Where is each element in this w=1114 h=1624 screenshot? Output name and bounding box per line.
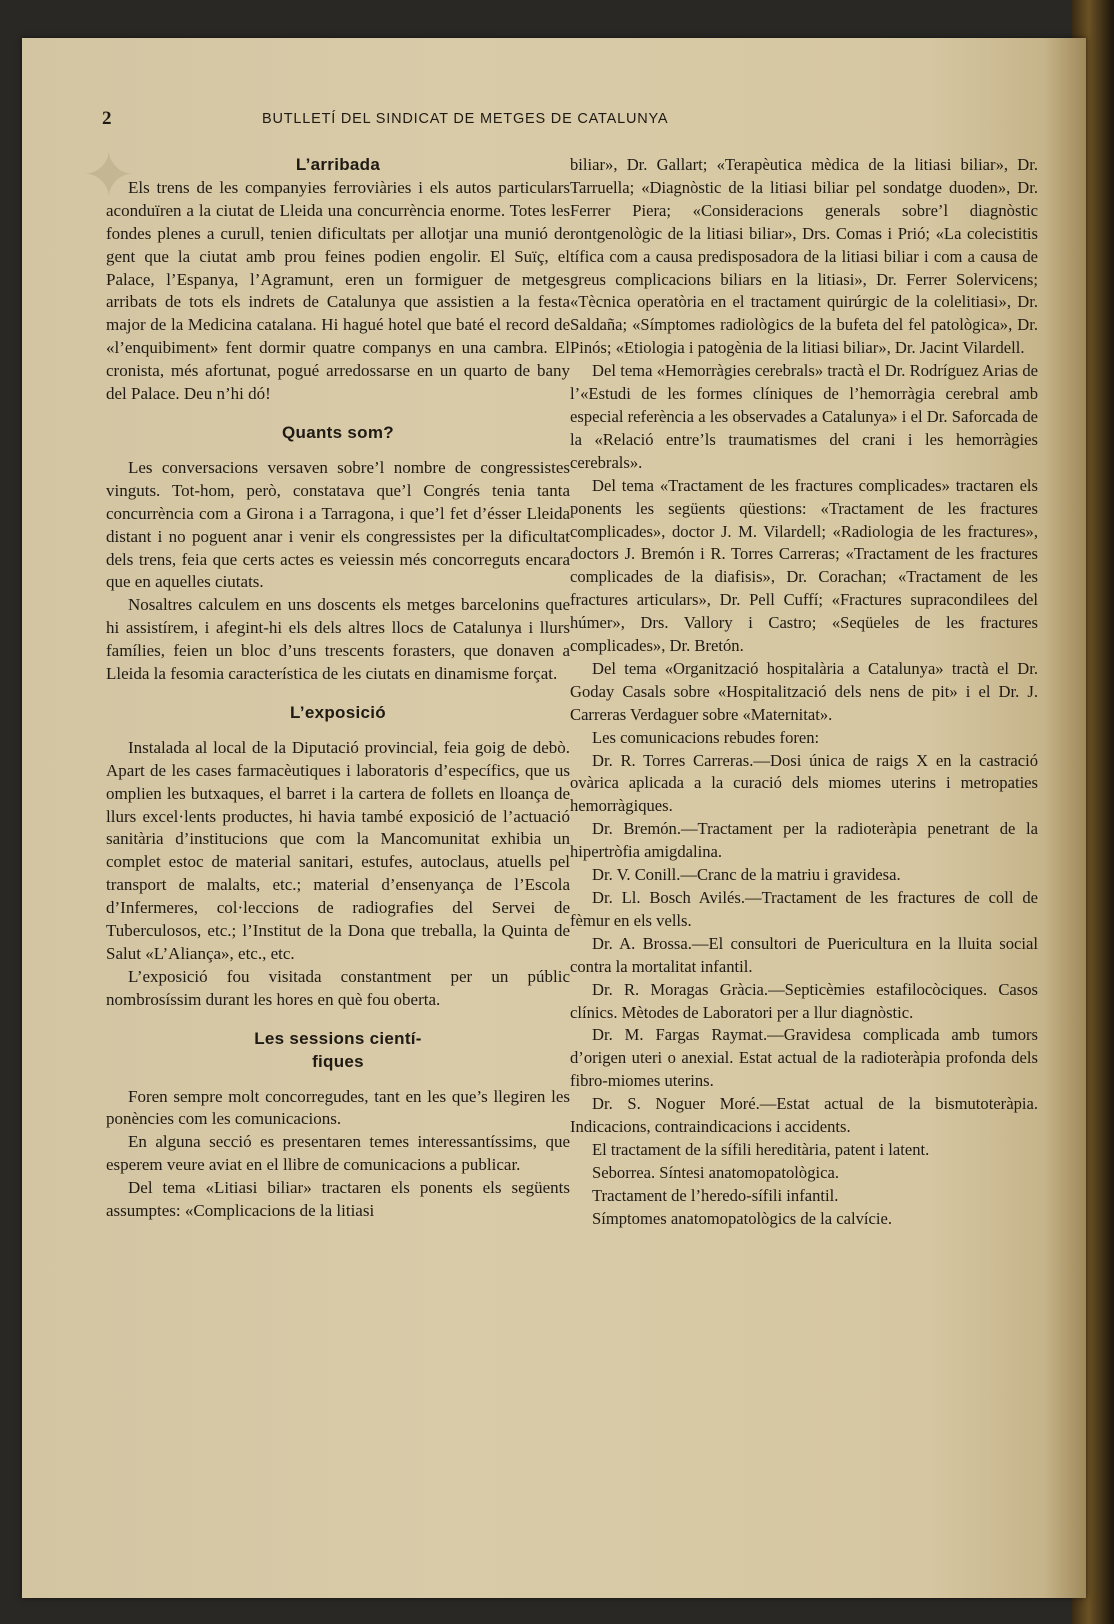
section-title: Les sessions cientí- fiques bbox=[254, 1028, 422, 1071]
communication-item: Dr. S. Noguer Moré.—Estat actual de la bismutoteràpia. Indicacions, contraindicacions i accidents. bbox=[570, 1094, 1038, 1137]
communication-item: El tractament de la sífili hereditària, patent i latent. bbox=[592, 1139, 930, 1159]
paragraph: Els trens de les companyies ferroviàries i els autos particulars aconduïren a la ciutat de Lleida una concurrència enorme. Totes les fondes plenes a curull, tenien dificultats per allotjar una munió de gent que la ciutat amb prou feines podien engolir. El Suïç, el Palace, l’Espanya, l’Agramunt, eren un formiguer de metges arribats de tots els indrets de Catalunya que assistien a la festa major de la Medicina catalana. Hi hagué hotel que baté el record de «l’enquibiment» fent dormir quatre companys en una cambra. El cronista, més afortunat, pogué arredossarse en un quarto de bany del Palace. Deu n’hi dó! bbox=[106, 177, 570, 404]
paragraph: Les conversacions versaven sobre’l nombre de congressistes vinguts. Tot-hom, però, constatava que’l Congrés tenia tanta concurrència com a Girona i a Tarragona, i que’l fet d’ésser Lleida distant i no poguent anar i venir els congressistes per la dificultat dels trens, feia que certs actes es veiessin més concorreguts encara que en aquelles ciutats. bbox=[106, 457, 570, 592]
running-head: BUTLLETÍ DEL SINDICAT DE METGES DE CATALUNYA bbox=[262, 111, 669, 127]
communication-item: Dr. A. Brossa.—El consultori de Puericultura en la lluita social contra la mortalitat infantil. bbox=[570, 933, 1038, 976]
paragraph: Del tema «Tractament de les fractures complicades» tractaren els ponents les següents qüestions: «Tractament de les fractures complicades», doctor J. M. Vilardell; «Radiologia de les fractures», doctors J. Bremón i R. Torres Carreras; «Tractament de les fractures complicades de la diafisis», Dr. Corachan; «Tractament de les fractures articulars», Dr. Pell Cuffí; «Fractures supracondilees del húmer», Drs. Vallory i Castro; «Seqüeles de les fractures complicades», Dr. Bretón. bbox=[570, 475, 1038, 656]
paragraph: Del tema «Litiasi biliar» tractaren els ponents els següents assumptes: «Complicacions de la litiasi bbox=[106, 1178, 570, 1221]
section-exposicio bbox=[106, 702, 570, 1012]
paragraph: Del tema «Hemorràgies cerebrals» tractà el Dr. Rodríguez Arias de l’«Estudi de les formes clíniques de l’hemorràgia cerebral amb especial referència a les observades a Catalunya» i el Dr. Saforcada de la «Relació entre’ls traumatismes del crani i les hemorràgies cerebrals». bbox=[570, 361, 1038, 472]
communication-item: Símptomes anatomopatològics de la calvície. bbox=[592, 1208, 892, 1228]
page-number: 2 bbox=[102, 108, 112, 129]
section-sessions-cientifiques bbox=[106, 1028, 570, 1223]
section-title: L’exposició bbox=[290, 702, 386, 722]
communication-item: Dr. M. Fargas Raymat.—Gravidesa complicada amb tumors d’origen uteri o anexial. Estat actual de la radioteràpia profonda dels fibro-miomes uterins. bbox=[570, 1025, 1038, 1091]
left-column bbox=[106, 154, 570, 1223]
right-column bbox=[570, 154, 1038, 1231]
scanned-page bbox=[22, 38, 1086, 1598]
paragraph: Foren sempre molt concorregudes, tant en les que’s llegiren les ponències com les comunicacions. bbox=[106, 1086, 570, 1129]
communication-item: Dr. V. Conill.—Cranc de la matriu i gravidesa. bbox=[592, 865, 901, 885]
communication-item: Tractament de l’heredo-sífili infantil. bbox=[592, 1185, 839, 1205]
section-arribada bbox=[106, 154, 570, 406]
paragraph: En alguna secció es presentaren temes interessantíssims, que esperem veure aviat en el llibre de comunicacions a publicar. bbox=[106, 1132, 570, 1175]
communication-item: Dr. R. Moragas Gràcia.—Septicèmies estafilocòciques. Casos clínics. Mètodes de Laboratori per a llur diagnòstic. bbox=[570, 979, 1038, 1022]
paragraph: Del tema «Organització hospitalària a Catalunya» tractà el Dr. Goday Casals sobre «Hospitalització dels nens de pit» i el Dr. J. Carreras Verdaguer sobre «Maternitat». bbox=[570, 658, 1038, 724]
bleed-through-shadow: ✦ bbox=[82, 139, 164, 211]
communication-item: Dr. Bremón.—Tractament per la radioteràpia penetrant de la hipertròfia amigdalina. bbox=[570, 819, 1038, 862]
communication-item: Dr. R. Torres Carreras.—Dosi única de raigs X en la castració ovàrica aplicada a la curació dels miomes uterins i metropaties hemorràgiques. bbox=[570, 750, 1038, 816]
section-quants-som bbox=[106, 422, 570, 686]
paragraph: Instalada al local de la Diputació provincial, feia goig de debò. Apart de les cases farmacèutiques i laboratoris d’específics, que us omplien les butxaques, el barret i la cartera de follets en lloança de llurs excel·lents productes, hi havia també exposició de l’actuació sanitària d’institucions que com la Mancomunitat exhibia un complet estoc de material sanitari, estufes, autoclaus, atuells pel transport de malalts, etc.; material d’ensenyança de l’Escola d’Infermeres, col·leccions de radiografies del Servei de Tuberculosos, etc.; l’Institut de la Dona que treballa, la Quinta de Salut «L’Aliança», etc., etc. bbox=[106, 737, 570, 963]
communication-item: Seborrea. Síntesi anatomopatològica. bbox=[592, 1162, 839, 1182]
page-header bbox=[102, 108, 1002, 132]
section-title: Quants som? bbox=[282, 422, 394, 442]
communication-item: Dr. Ll. Bosch Avilés.—Tractament de les fractures de coll de fèmur en els vells. bbox=[570, 888, 1038, 930]
paragraph: Les comunicacions rebudes foren: bbox=[592, 727, 820, 747]
paragraph: Nosaltres calculem en uns doscents els metges barcelonins que hi assistírem, i afegint-hi els dels altres llocs de Catalunya i llurs famílies, feien un bloc d’uns trescents forasters, que donaven a Lleida la fesomia característica de les ciutats en dinamisme forçat. bbox=[106, 595, 570, 684]
paragraph: L’exposició fou visitada constantment per un públic nombrosíssim durant les hores en què fou oberta. bbox=[106, 966, 570, 1009]
section-title: L’arribada bbox=[295, 155, 381, 174]
paragraph: biliar», Dr. Gallart; «Terapèutica mèdica de la litiasi biliar», Dr. Tarruella; «Diagnòstic de la litiasi biliar pel sondatge duoden», Dr. Ferrer Piera; «Consideracions generals sobre’l diagnòstic rontgenològic de la litiasi biliar», Drs. Comas i Prió; «La colecistitis tífica com a causa predisposadora de la litiasi biliar i com a causa de greus complicacions biliars en la litiasi», Dr. Ferrer Solervicens; «Tècnica operatòria en el tractament quirúrgic de la colelitiasi», Dr. Saldaña; «Símptomes radiològics de la bufeta del fel patològica», Dr. Pinós; «Etiologia i patogènia de la litiasi biliar», Dr. Jacint Vilardell. bbox=[570, 155, 1038, 358]
